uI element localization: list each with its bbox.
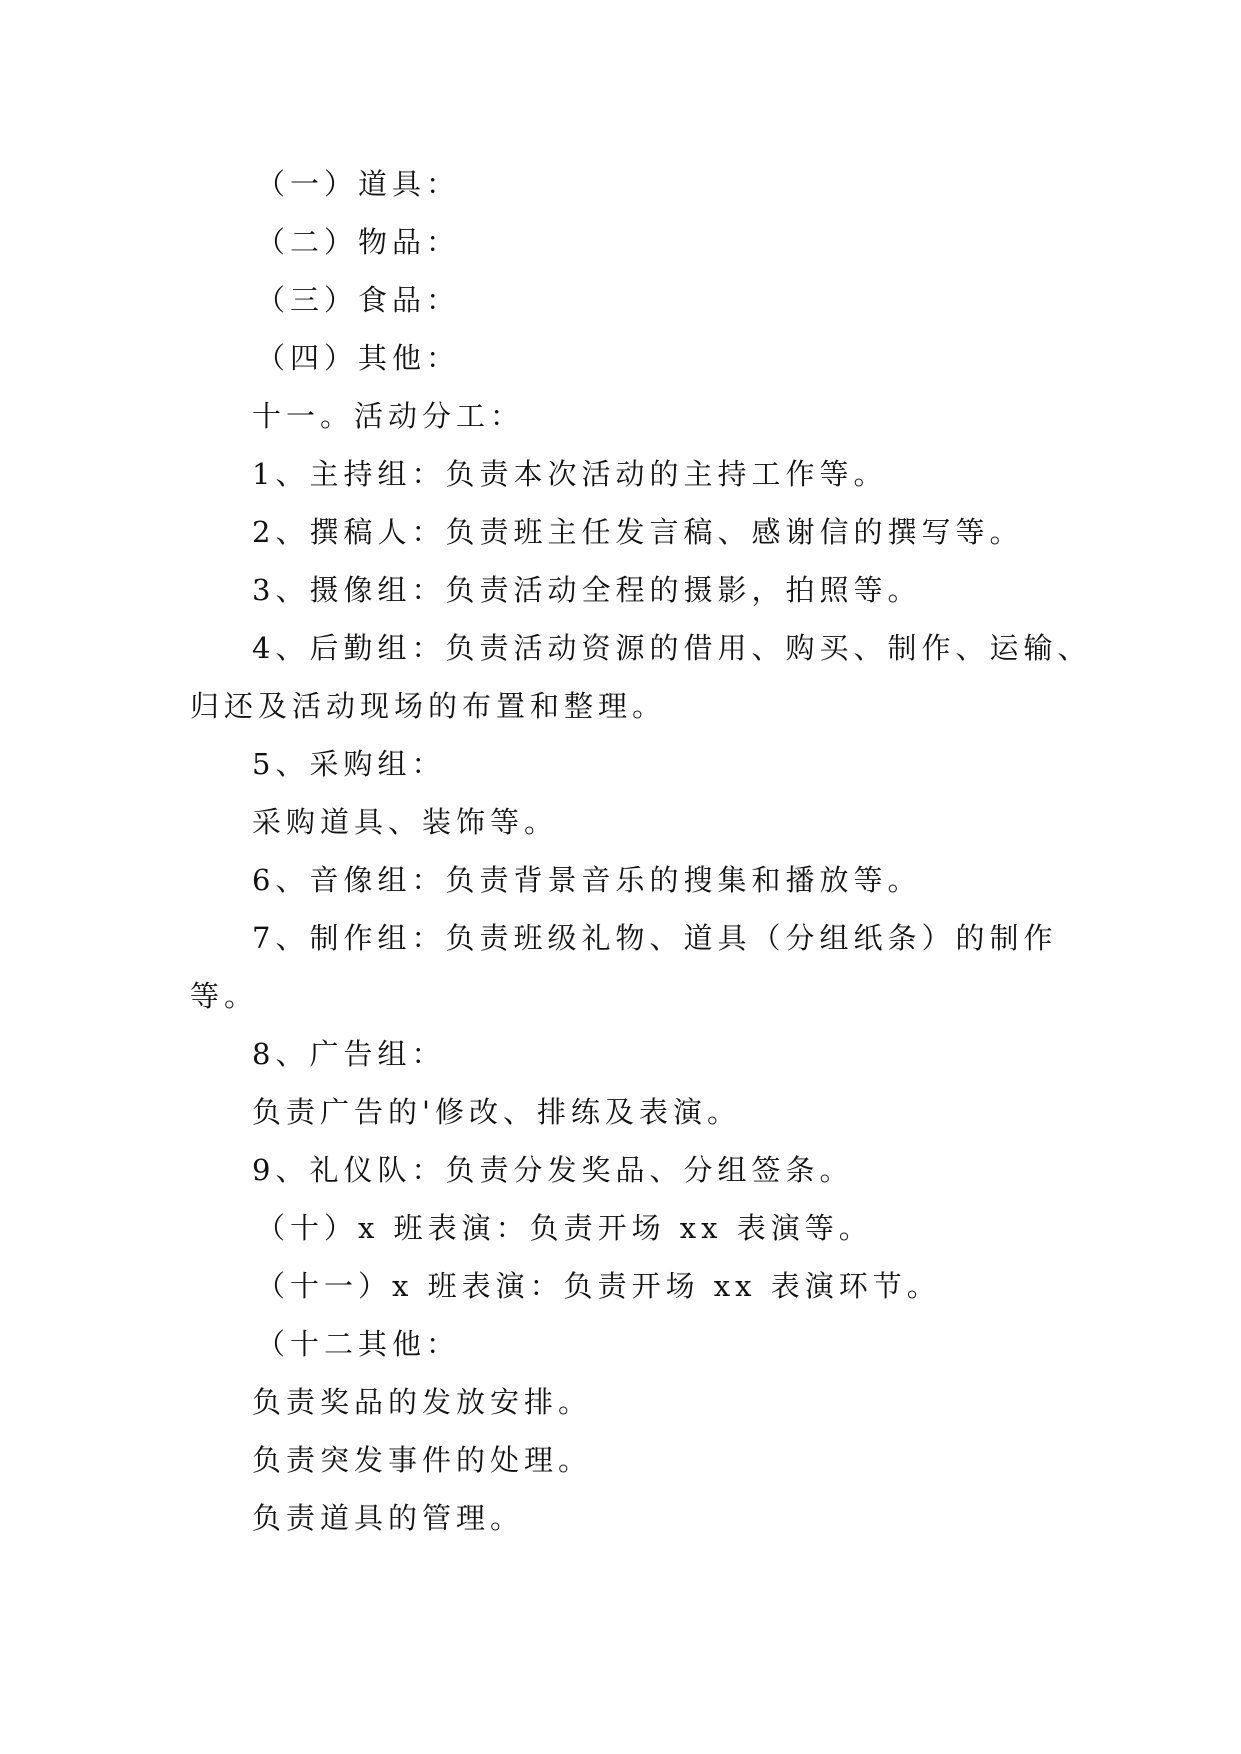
text-line: （二）物品： xyxy=(256,225,461,259)
text-line: 负责道具的管理。 xyxy=(252,1501,525,1535)
text-line: 5、采购组： xyxy=(252,747,446,781)
text-line: 十一。活动分工： xyxy=(252,399,525,433)
text-line: 1、主持组：负责本次活动的主持工作等。 xyxy=(252,457,888,491)
text-line: 8、广告组： xyxy=(252,1037,446,1071)
text-line: 9、礼仪队：负责分发奖品、分组签条。 xyxy=(252,1153,854,1187)
text-line: （一）道具： xyxy=(256,167,461,201)
text-line: 负责突发事件的处理。 xyxy=(252,1443,593,1477)
text-line: 负责奖品的发放安排。 xyxy=(252,1385,593,1419)
text-line: 4、后勤组：负责活动资源的借用、购买、制作、运输、 xyxy=(252,631,1092,665)
text-line: （四）其他： xyxy=(256,341,461,375)
text-line: 采购道具、装饰等。 xyxy=(252,805,559,839)
text-line: 7、制作组：负责班级礼物、道具（分组纸条）的制作 xyxy=(252,921,1058,955)
text-line: （十一）x 班表演：负责开场 xx 表演环节。 xyxy=(256,1269,941,1303)
text-line: （十二其他： xyxy=(256,1327,461,1361)
text-line: 2、撰稿人：负责班主任发言稿、感谢信的撰写等。 xyxy=(252,515,1024,549)
text-line: （十）x 班表演：负责开场 xx 表演等。 xyxy=(256,1211,873,1245)
text-line: （三）食品： xyxy=(256,283,461,317)
text-line: 3、摄像组：负责活动全程的摄影，拍照等。 xyxy=(252,573,922,607)
text-line: 6、音像组：负责背景音乐的搜集和播放等。 xyxy=(252,863,922,897)
text-line: 归还及活动现场的布置和整理。 xyxy=(190,689,667,723)
text-line: 负责广告的'修改、排练及表演。 xyxy=(252,1095,741,1129)
text-line: 等。 xyxy=(190,979,259,1013)
